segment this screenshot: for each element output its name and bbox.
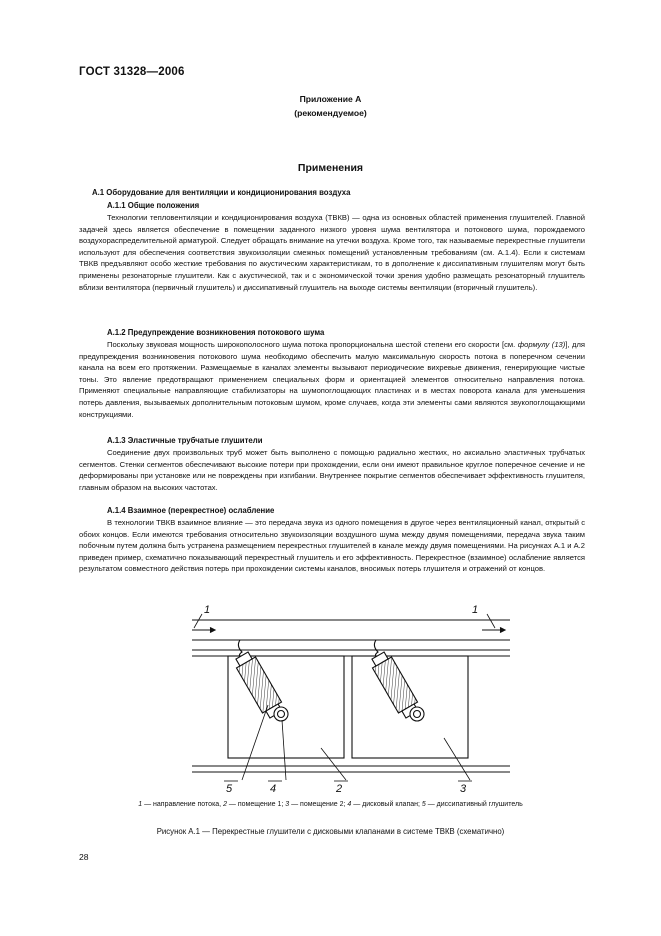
legend-text-2: — помещение 1; — [226, 801, 286, 808]
heading-a12: А.1.2 Предупреждение возникновения потокового шума — [107, 328, 325, 337]
paragraph-a14-text: В технологии ТВКВ взаимное влияние — это передача звука из одного помещения в другое через вентиляционный канал, открытый с обоих концов. Если имеются требования относительно звукоизоляции воздушного шума между двумя помещениями, передача звука таким побочным путем должна быть устранена размещением перекрестных глушителей в канале между двумя помещениями. На рисунках А.1 и А.2 приведен пример, схематично показывающий перекрестный глушитель и его эффективность. Перекрестное (взаимное) ослабление является результатом совместного действия потерь при прохождении системы каналов, вносимых потерь глушителя и отражений от концов. — [79, 518, 585, 574]
paragraph-a12 — [79, 339, 585, 420]
paragraph-a12-before: Поскольку звуковая мощность широкополосного шума потока пропорциональна шестой степени его скорости [см. — [107, 340, 518, 349]
heading-a13: А.1.3 Эластичные трубчатые глушители — [107, 436, 263, 445]
legend-num-4: 4 — [347, 801, 352, 808]
legend-text-5: — диссипативный глушитель — [425, 801, 523, 808]
paragraph-a11-text: Технологии тепловентиляции и кондиционирования воздуха (ТВКВ) — одна из основных областей применения глушителей. Главной задачей здесь является обеспечение в помещении заданного низкого уровня шума вентилятора и потокового шума, порождаемого воздухораспределительной арматурой. Следует обращать внимание на утечки воздуха. Кроме того, так называемые перекрестные глушители используют для обеспечения соответствия звукоизоляции смежных помещений установленным требованиям (см. А.1.4). Если к системам ТВКВ предъявляют особо жесткие требования по акустическим характеристикам, то в дополнение к диссипативным глушителям могут быть применены резонаторные глушители. Как с акустической, так и с экономической точки зрения удобно размещать резонаторный глушитель вблизи вентилятора (первичный глушитель) и диссипативный глушитель на выходе системы вентиляции (вторичный глушитель). — [79, 213, 585, 292]
paragraph-a13 — [79, 447, 585, 493]
heading-a11: А.1.1 Общие положения — [107, 201, 200, 210]
paragraph-a13-text: Соединение двух произвольных труб может быть выполнено с помощью радиально жестких, но аксиально эластичных трубчатых сегментов. Стенки сегментов обеспечивают высокие потери при прохождении, если они имеют правильное круглое поперечное сечение и не деформированы при установке или не повреждены при изгибании. Внутреннее покрытие сегментов обеспечивает эффективность глушителя, главным образом на высоких частотах. — [79, 448, 585, 492]
paragraph-a12-after: ], для предупреждения возникновения потокового шума необходимо обеспечить малую максимальную скорость потока в поперечном сечении канала на всем его протяжении. Размещаемые в каналах элементы вызывают периодические вихревые движения, генерирующие чистые тоны. Это явление предотвращают применением специальных форм и ориентацией элементов относительно направления потока. Применяют специальные направляющие стабилизаторы на шумопоглощающих пластинах и в местах поворота канала для уменьшения потерь давления, вызываемых дополнительным потоковым шумом, кроме случаев, когда эти элементы сами являются звукопоглощающими конструкциями. — [79, 340, 585, 419]
standard-header: ГОСТ 31328—2006 — [79, 66, 185, 78]
paragraph-a11 — [79, 212, 585, 293]
legend-num-2: 2 — [223, 801, 227, 808]
figure-legend — [0, 801, 661, 808]
legend-num-3: 3 — [285, 801, 290, 808]
disk-valve-left — [274, 707, 288, 721]
legend-text-3: — помещение 2; — [289, 801, 348, 808]
section-title: Применения — [297, 162, 364, 174]
label-2: 2 — [336, 783, 343, 795]
label-1-left: 1 — [204, 604, 211, 616]
label-1-right: 1 — [472, 604, 479, 616]
heading-a14: А.1.4 Взаимное (перекрестное) ослабление — [107, 506, 275, 515]
figure-caption: Рисунок А.1 — Перекрестные глушители с дисковыми клапанами в системе ТВКВ (схематично) — [156, 827, 505, 836]
heading-a1: А.1 Оборудование для вентиляции и кондиционирования воздуха — [92, 188, 351, 197]
figure-a1-diagram — [186, 600, 516, 795]
legend-text-4: — дисковый клапан; — [351, 801, 422, 808]
leader-5 — [242, 705, 268, 780]
paragraph-a14 — [79, 517, 585, 575]
legend-num-5: 5 — [421, 801, 426, 808]
disk-valve-right — [410, 707, 424, 721]
formula-reference: формулу (13) — [517, 340, 566, 349]
label-3: 3 — [460, 783, 467, 795]
label-5: 5 — [226, 783, 233, 795]
paragraph-a12-text — [79, 339, 585, 420]
annex-title: Приложение А — [299, 94, 362, 104]
annex-note: (рекомендуемое) — [294, 108, 367, 118]
legend-text-1: — направление потока, — [142, 801, 224, 808]
legend-num-1: 1 — [138, 801, 143, 808]
label-4: 4 — [270, 783, 277, 795]
leader-2 — [321, 748, 346, 780]
leader-3 — [444, 738, 470, 780]
page-number: 28 — [79, 852, 89, 862]
leader-4 — [282, 720, 286, 780]
